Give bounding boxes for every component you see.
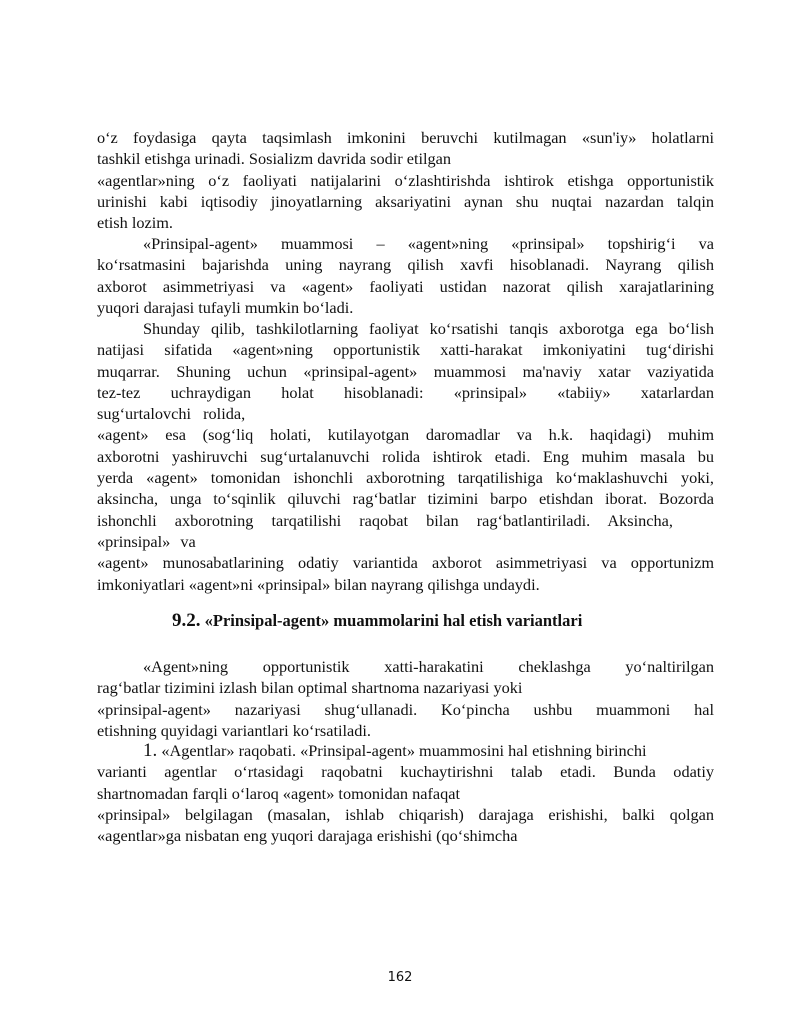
text-line: urinishi kabi iqtisodiy jinoyatlarning aksariyatini aynan shu nuqtai nazardan talqin (97, 191, 714, 211)
text-line: «agentlar»ga nisbatan eng yuqori darajaga erishishi (qo‘shimcha (97, 826, 518, 846)
list-number: 1. (143, 740, 158, 761)
text-line: yuqori darajasi tufayli mumkin bo‘ladi. (97, 297, 354, 317)
text-line: tashkil etishga urinadi. Sosializm davrida sodir etilgan (97, 149, 452, 169)
text-line: «agentlar»ning o‘z faoliyati natijalarini o‘zlashtirishda ishtirok etishga opportunistik (97, 170, 714, 190)
text-line: rag‘batlar tizimini izlash bilan optimal shartnoma nazariyasi yoki (97, 678, 523, 698)
text-line: «prinsipal» va (97, 531, 196, 551)
page-number: 162 (387, 970, 413, 985)
text-line: shartnomadan farqli o‘laroq «agent» tomonidan nafaqat (97, 783, 461, 803)
text-line: etish lozim. (97, 213, 173, 233)
text-line: «prinsipal-agent» nazariyasi shug‘ullanadi. Ko‘pincha ushbu muammoni hal (97, 699, 714, 719)
text-line: «agent» esa (sog‘liq holati, kutilayotgan daromadlar va h.k. haqidagi) muhim (97, 425, 714, 445)
section-title: «Prinsipal-agent» muammolarini hal etish variantlari (204, 611, 583, 630)
text-line: «Prinsipal-agent» muammosi – «agent»ning «prinsipal» topshirig‘i va (143, 234, 714, 253)
text-line: tez-tez uchraydigan holat hisoblanadi: «prinsipal» «tabiiy» xatarlardan (97, 382, 714, 402)
text-line (97, 740, 714, 761)
text-line: ishonchli axborotning tarqatilishi raqobat bilan rag‘batlantiriladi. Aksincha, (97, 510, 673, 530)
text-line: «Agent»ning opportunistik xatti-harakatini cheklashga yo‘naltirilgan (143, 657, 714, 676)
text-line: imkoniyatlari «agent»ni «prinsipal» bilan nayrang qilishga undaydi. (97, 574, 540, 594)
text-line-content: «Agentlar» raqobati. «Prinsipal-agent» muammosini hal etishning birinchi (157, 741, 647, 760)
text-line: o‘z foydasiga qayta taqsimlash imkonini beruvchi kutilmagan «sun'iy» holatlarni (97, 128, 714, 147)
paragraph-3 (97, 318, 714, 595)
paragraph-1 (97, 127, 714, 233)
section-number: 9.2. (172, 610, 201, 631)
text-line: ko‘rsatmasini bajarishda uning nayrang qilish xavfi hisoblanadi. Nayrang qilish (97, 255, 714, 275)
text-line: varianti agentlar o‘rtasidagi raqobatni kuchaytirishni talab etadi. Bunda odatiy (97, 762, 714, 782)
text-line: sug‘urtalovchi rolida, (97, 404, 246, 424)
text-line: «prinsipal» belgilagan (masalan, ishlab chiqarish) darajaga erishishi, balki qolgan (97, 804, 714, 824)
text-line: aksincha, unga to‘sqinlik qiluvchi rag‘batlar tizimini barpo etishdan iborat. Bozorda (97, 489, 714, 509)
paragraph-5 (97, 740, 714, 846)
section-heading (172, 610, 582, 632)
text-line: natijasi sifatida «agent»ning opportunistik xatti-harakat imkoniyatini tug‘dirishi (97, 340, 714, 360)
text-line: Shunday qilib, tashkilotlarning faoliyat ko‘rsatishi tanqis axborotga ega bo‘lish (143, 319, 714, 338)
text-line: yerda «agent» tomonidan ishonchli axborotning tarqatilishiga ko‘maklashuvchi yoki, (97, 468, 714, 488)
paragraph-2 (97, 233, 714, 318)
text-line: etishning quyidagi variantlari ko‘rsatiladi. (97, 720, 371, 740)
text-line: axborot asimmetriyasi va «agent» faoliyati ustidan nazorat qilish xarajatlarining (97, 276, 714, 296)
text-line: muqarrar. Shuning uchun «prinsipal-agent» muammosi ma'naviy xatar vaziyatida (97, 361, 714, 381)
text-line: «agent» munosabatlarining odatiy variantida axborot asimmetriyasi va opportunizm (97, 553, 714, 573)
text-line: axborotni yashiruvchi sug‘urtalanuvchi rolida ishtirok etadi. Eng muhim masala bu (97, 446, 714, 466)
paragraph-4 (97, 656, 714, 741)
